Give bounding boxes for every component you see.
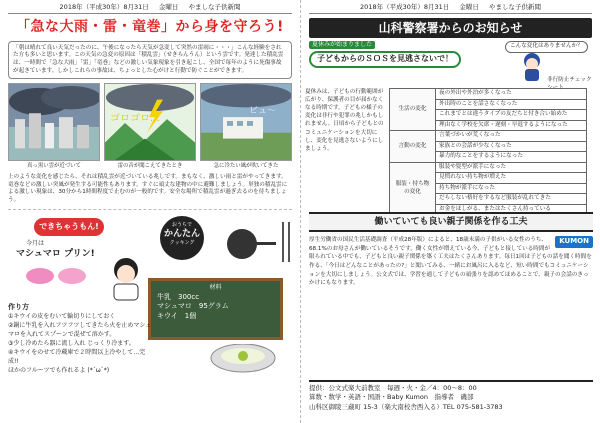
footer-line: 山科区御陵三蔵町 15-3（楽大南校舎西入る）TEL 075-581-3783: [309, 402, 503, 411]
speech-bubble: こんな変化はありませんか？: [505, 41, 588, 53]
police-title: 山科警察署からのお知らせ: [309, 18, 592, 38]
checklist-item: 言葉づかいが荒くなった: [436, 131, 587, 142]
ingredient-item: 牛乳 300cc: [157, 292, 200, 301]
recipe-step: ②鍋に牛乳を入れフツフツしてきたら火を止めマシュマロを入れてスプーンで混ぜて溶かす。: [8, 322, 152, 339]
weather-pictures: [8, 83, 292, 161]
marshmallow-icon: [20, 264, 100, 284]
header-weekday: 金曜日: [158, 3, 179, 11]
easy-cooking-badge: [160, 216, 204, 260]
police-mascot-icon: [519, 51, 545, 81]
checklist-item: お金をほしがる、またはたくさん持っている: [436, 205, 587, 216]
right-page: [300, 0, 600, 423]
thunder-picture: [104, 83, 196, 161]
header-date: 2018年（平成30年）8月31日: [59, 3, 149, 11]
badge-sub-text: クッキング: [169, 240, 195, 247]
picture-captions: [8, 163, 292, 170]
weather-title: 「急な大雨・雷・竜巻」から身を守ろう!: [16, 19, 284, 35]
ad-title: 働いていても良い親子関係を作る工夫: [309, 212, 593, 232]
cooking-utensils-icon: [224, 220, 294, 270]
checklist-item: 夜の外出や外泊が多くなった: [436, 89, 587, 100]
pudding-bowl-icon: [208, 344, 278, 374]
steps-title: 作り方: [8, 302, 29, 311]
ingredient-item: マシュマロ 95グラム: [157, 302, 229, 311]
cold-wind-picture: [200, 83, 292, 161]
category-life: 生活の変化: [390, 89, 436, 131]
recipe-step: ③少し冷めたら器に流し入れ じっくり冷ます。: [8, 340, 135, 348]
police-intro: [309, 41, 592, 91]
checksheet-label: 非行防止チェックシート: [547, 77, 592, 91]
kumon-ad: [309, 212, 593, 288]
category-clothes: 服装・持ち物の変化: [390, 162, 436, 215]
checklist-item: 家族との会話が少なくなった: [436, 141, 587, 152]
right-header: [309, 0, 592, 14]
thunder-sound-text: ゴロゴロ…: [110, 113, 160, 125]
dark-cloud-picture: [8, 83, 100, 161]
sos-bubble: 子どもからのＳＯＳを見逃さないで！: [309, 51, 461, 68]
checklist-item: 暴力的なことをするようになった: [436, 152, 587, 163]
footer-line: 提供：公文式楽大前教室 毎週・火・金／4：00〜8：00: [309, 384, 477, 392]
checklist-item: 服装や髪型が派手になった: [436, 162, 587, 173]
ingredient-title: 材料: [209, 283, 222, 291]
header-paper: やましな子供新聞: [188, 3, 241, 11]
summer-tag: 夏休みが始まりました: [309, 41, 375, 49]
recipe-product-lead: 今月は: [26, 239, 45, 247]
header-paper: やましな子供新聞: [488, 3, 541, 11]
recipe-step: ほかのフルーツでも作れるよ (*´ω`*): [8, 367, 110, 375]
recipe-step: ①キウイの皮をむいて輪切りにしておく: [8, 313, 116, 321]
left-header: [8, 0, 292, 14]
checklist-item: これまでとは違うタイプの友だちと付き合い始めた: [436, 110, 587, 121]
caption-thunder: 雷の音が聞こえてきたとき: [117, 163, 183, 170]
sponsor-footer: [309, 380, 593, 412]
recipe-steps: [8, 302, 153, 376]
checklist-item: 理由なく学校を欠席・遅刻・早退するようになった: [436, 120, 587, 131]
badge-main-text: かんたん: [163, 229, 200, 240]
checklist-item: 持ち物が派手になった: [436, 183, 587, 194]
ad-body: 厚生労働省の国民生活基礎調査（平成28年版）によると、18歳未満の子供がいる女性のうち、68.1%のお母さんが働いているそうです。働く女性が増えている今、子どもと接している時間が限られている中でも、子どもと良い親子関係を築く工夫はたくさんあります。毎日1回は子どもの話を聞く時間を作る、「今日はどんなことがあったの?」と聞いてみる、一緒にお風呂に入るなど、短い時間でもコミュニケーションを大切にしましょう。公文式では、学習を通して子どもの頑張りを認めてほめることで、親子の会話のきっかけにもなります。: [309, 237, 592, 287]
police-notice-text: 夏休みは、子どもの行動範囲が広がり、保護者の目が届かなくなる時期です。子どもの様子の変化は非行や犯罪の兆しかもしれません。日頃から子どもとのコミュニケーションを大切にし、変化を見逃さないようにしましょう。: [305, 89, 384, 152]
recipe-section: [8, 209, 292, 375]
weather-body: 上のような変化を感じたら、それは積乱雲が近づいている兆しです。まもなく、激しい雨と雷がやってきます。竜巻などの激しい突風が発生する可能性もあります。すぐに頑丈な建物の中に避難しましょう。単独の積乱雲による激しい現象は、30分から1時間程度で止むのが一般的です。安全な場所で積乱雲が過ぎ去るのを待ちましょう。: [8, 174, 288, 204]
caption-cold-wind: 急に冷たい風が吹いてきた: [213, 163, 279, 170]
recipe-banner: できちゃうもん!: [34, 218, 104, 236]
badge-small-text: おうちで: [172, 221, 192, 228]
footer-line: 算数・数学・英語・国語・Baby Kumon 指導者 磯部: [309, 393, 474, 402]
header-date: 2018年（平成30年）8月31日: [360, 3, 450, 11]
ingredient-board: [148, 278, 283, 340]
checklist-table: [389, 88, 587, 216]
wind-sound-text: ビュ〜: [249, 106, 276, 117]
weather-intro: 「朝は晴れて良い天気だったのに、午後になったら天気が急変して突然の雷雨に・・・」こんな経験をされた方も多いと思います。この天気の急変の原因は「積乱雲」（せきらんうん）という雲です。発達した積乱雲は、一時間で「急な大雨」「雷」「竜巻」などの激しい気象現象を引き起こし、全国で毎年のように死傷事故が起きています。しかしこれらの事故は、ちょっとした心がけと行動で防ぐことができます。: [8, 41, 292, 79]
ingredient-item: キウイ 1個: [157, 311, 197, 320]
recipe-step: ④キウイをのせて冷蔵庫で２時間以上冷やして…完成!!: [8, 349, 146, 366]
caption-dark-cloud: 真っ黒い雲が近づいて: [27, 163, 81, 170]
checklist-item: だらしない格好をするなど服装が乱れてきた: [436, 194, 587, 205]
chef-child-icon: [108, 254, 144, 302]
header-weekday: 金曜日: [459, 3, 479, 11]
checklist-item: 見慣れない持ち物が増えた: [436, 173, 587, 184]
category-speech: 言動の変化: [390, 131, 436, 163]
recipe-product-name: マシュマロ プリン!: [16, 248, 95, 259]
kumon-logo: KUMON: [555, 236, 593, 247]
checklist-item: 外出時のことを話さなくなった: [436, 99, 587, 110]
